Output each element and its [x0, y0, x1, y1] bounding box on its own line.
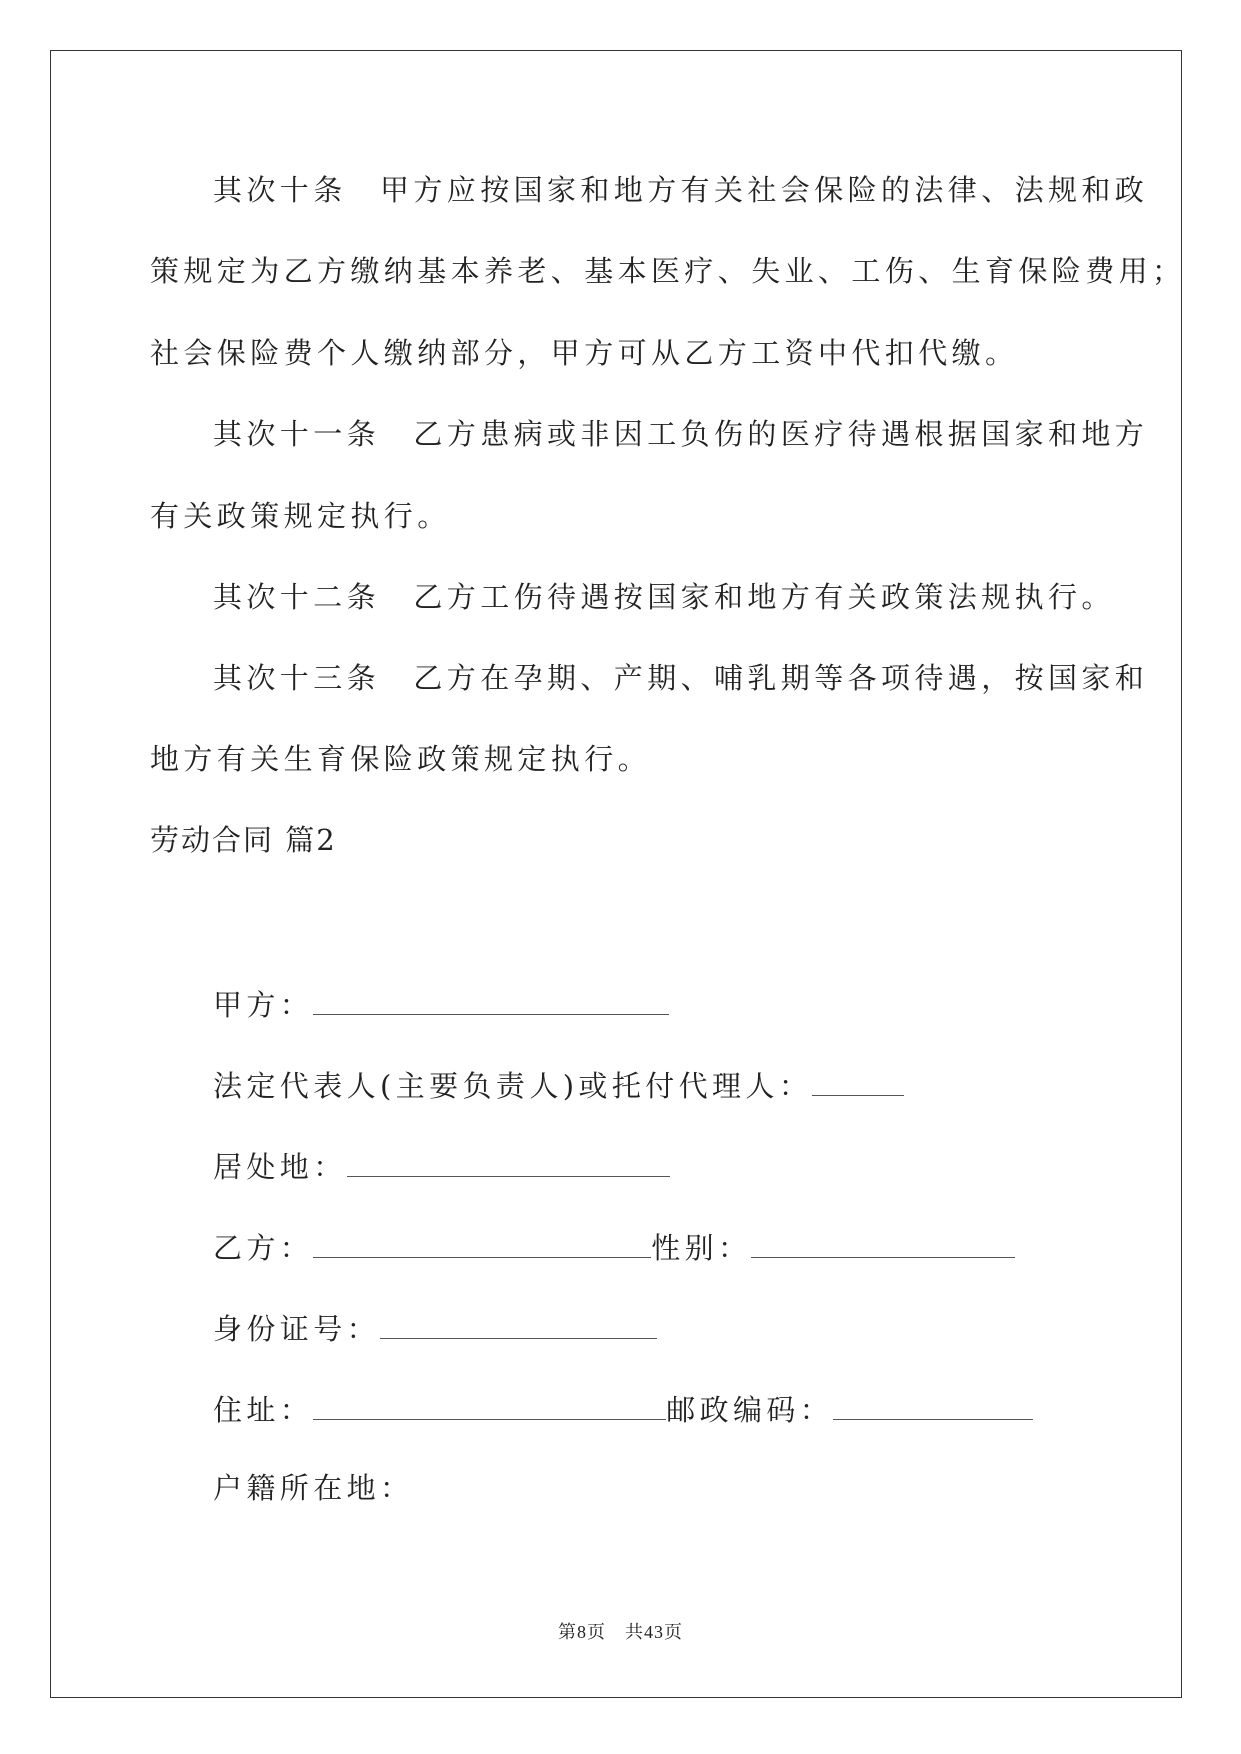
clause-21-line-2: 有关政策规定执行。 — [150, 499, 451, 533]
party-a-label: 甲方： — [213, 988, 314, 1022]
residence-blank[interactable] — [347, 1150, 670, 1177]
id-number-blank[interactable] — [380, 1312, 657, 1339]
clause-20-line-2: 策规定为乙方缴纳基本养老、基本医疗、失业、工伤、生育保险费用； — [150, 254, 1186, 288]
page-footer — [0, 1618, 1241, 1644]
address-blank[interactable] — [313, 1393, 666, 1420]
postcode-label: 邮政编码： — [666, 1393, 834, 1427]
footer-page-prefix: 第 — [558, 1622, 577, 1643]
footer-page-suffix: 页 — [664, 1622, 683, 1643]
legal-rep-label: 法定代表人(主要负责人)或托付代理人： — [213, 1069, 813, 1103]
clause-21-line-1: 其次十一条 乙方患病或非因工负伤的医疗待遇根据国家和地方 — [213, 417, 1149, 451]
party-b-field — [213, 1231, 1015, 1263]
id-number-label: 身份证号： — [213, 1312, 381, 1346]
party-b-blank[interactable] — [313, 1231, 651, 1258]
page-border — [50, 50, 1182, 1698]
clause-23-line-1: 其次十三条 乙方在孕期、产期、哺乳期等各项待遇，按国家和 — [213, 661, 1149, 695]
legal-rep-blank[interactable] — [812, 1069, 904, 1096]
clause-20-line-1: 其次十条 甲方应按国家和地方有关社会保险的法律、法规和政 — [213, 173, 1149, 207]
clause-22-line-1: 其次十二条 乙方工伤待遇按国家和地方有关政策法规执行。 — [213, 580, 1115, 614]
footer-page-total: 43 — [644, 1622, 664, 1642]
id-number-field — [213, 1312, 657, 1344]
party-a-blank[interactable] — [313, 988, 669, 1015]
clause-20-line-3: 社会保险费个人缴纳部分，甲方可从乙方工资中代扣代缴。 — [150, 336, 1019, 370]
party-b-label: 乙方： — [213, 1231, 314, 1265]
household-field — [213, 1471, 414, 1505]
party-a-field — [213, 988, 669, 1020]
gender-label: 性别： — [651, 1231, 752, 1265]
clause-23-line-2: 地方有关生育保险政策规定执行。 — [150, 742, 652, 776]
residence-label: 居处地： — [213, 1150, 347, 1184]
footer-page-mid: 页 共 — [587, 1622, 644, 1643]
postcode-blank[interactable] — [833, 1393, 1033, 1420]
gender-blank[interactable] — [751, 1231, 1015, 1258]
address-field — [213, 1393, 1033, 1425]
section-title: 劳动合同 篇2 — [150, 823, 337, 857]
legal-rep-field — [213, 1069, 904, 1101]
household-label: 户籍所在地： — [213, 1471, 414, 1505]
address-label: 住址： — [213, 1393, 314, 1427]
residence-field — [213, 1150, 670, 1182]
footer-page-number: 8 — [577, 1622, 587, 1642]
